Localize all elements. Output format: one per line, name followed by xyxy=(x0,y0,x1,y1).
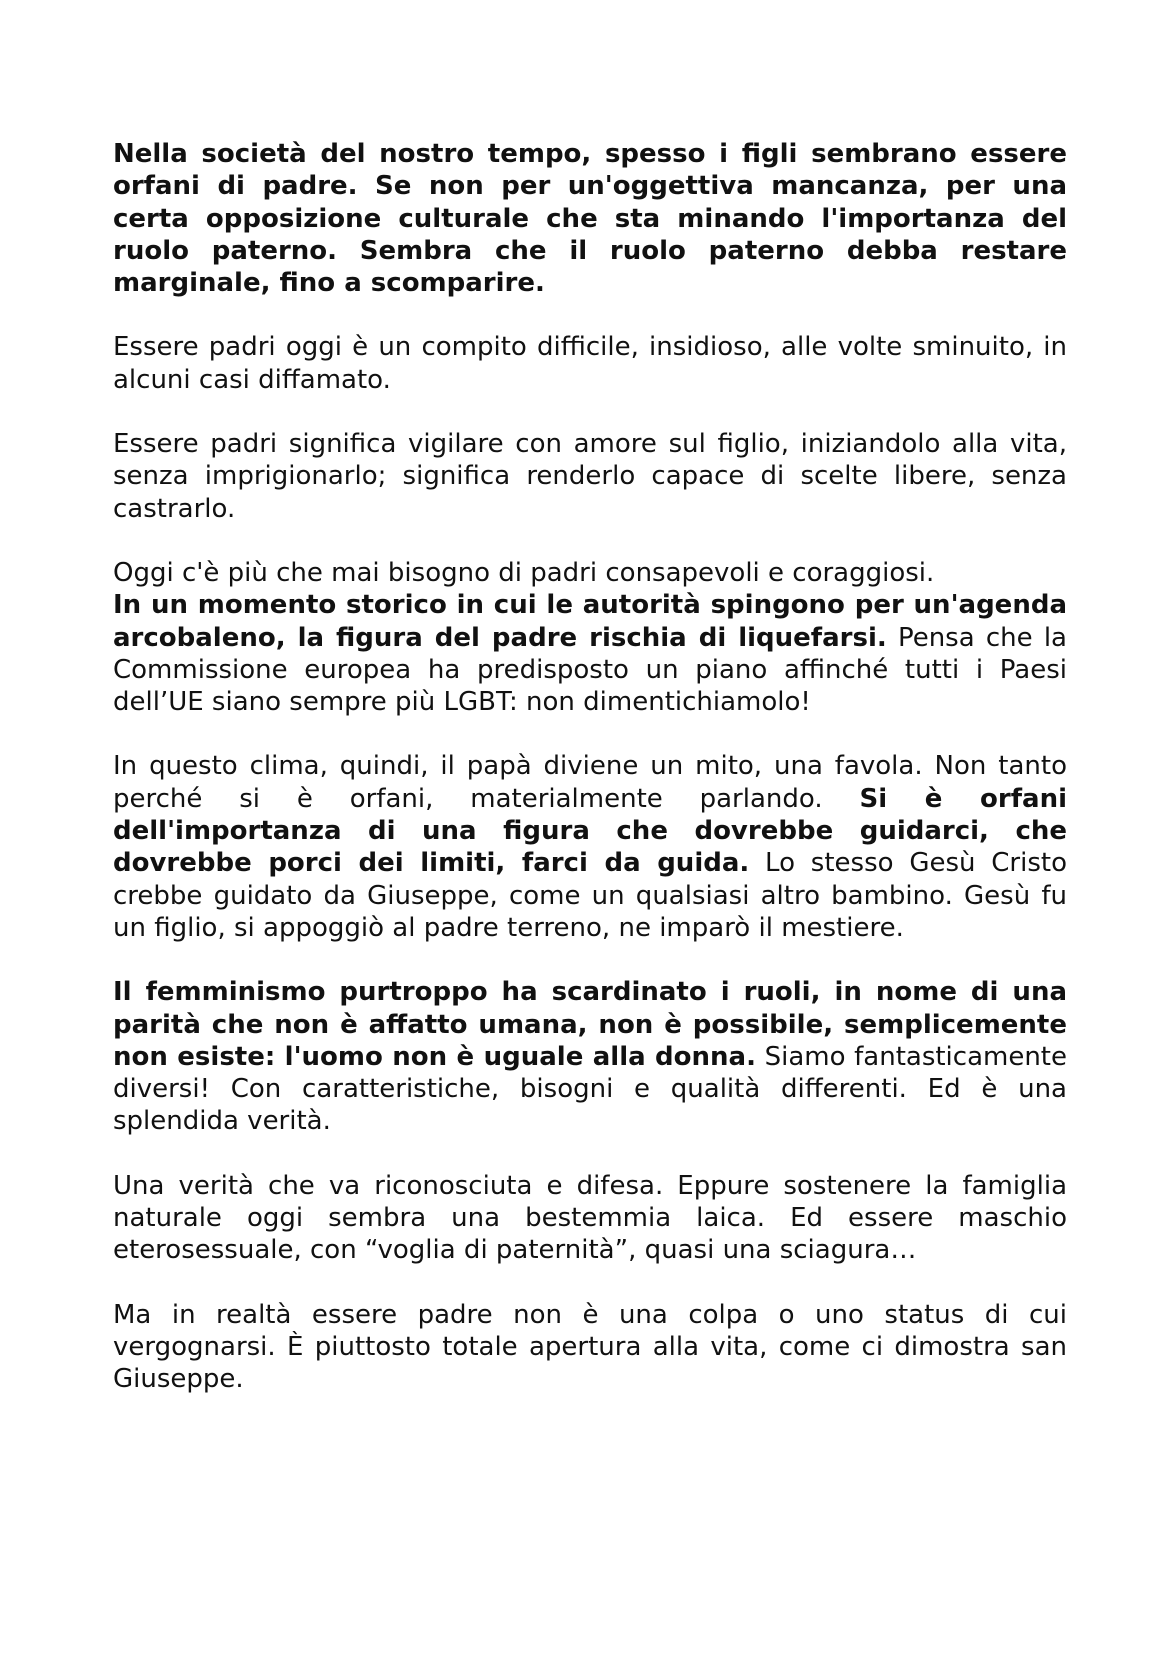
body-text: Pensa che la Commissione europea ha predisposto un piano affinché tutti i Paesi dell’UE siano sempre più LGBT: non dimentichiamolo! xyxy=(113,622,1067,718)
body-text: Essere padri significa vigilare con amore sul figlio, iniziandolo alla vita, senza imprigionarlo; significa renderlo capace di scelte libere, senza castrarlo. xyxy=(113,429,1067,524)
document-body xyxy=(113,138,1067,1396)
bold-text: Si è orfani dell'importanza di una figura che dovrebbe guidarci, che dovrebbe porci dei limiti, farci da guida. xyxy=(113,783,1067,879)
paragraph-8 xyxy=(113,1170,1067,1267)
paragraph-4 xyxy=(113,557,1067,589)
paragraph-7 xyxy=(113,976,1067,1137)
bold-text: In un momento storico in cui le autorità spingono per un'agenda arcobaleno, la figura del padre rischia di liquefarsi. xyxy=(113,590,1067,653)
paragraph-6 xyxy=(113,750,1067,944)
bold-text: Nella società del nostro tempo, spesso i figli sembrano essere orfani di padre. Se non per un'oggettiva mancanza, per una certa opposizione culturale che sta minando l'importanza del ruolo paterno. Sembra che il ruolo paterno debba restare marginale, fino a scomparire. xyxy=(113,139,1067,299)
bold-text: Il femminismo purtroppo ha scardinato i ruoli, in nome di una parità che non è affatto umana, non è possibile, semplicemente non esiste: l'uomo non è uguale alla donna. xyxy=(113,977,1067,1072)
body-text: Essere padri oggi è un compito difficile, insidioso, alle volte sminuito, in alcuni casi diffamato. xyxy=(113,332,1067,395)
paragraph-2 xyxy=(113,331,1067,396)
paragraph-3 xyxy=(113,428,1067,525)
body-text: Una verità che va riconosciuta e difesa. Eppure sostenere la famiglia naturale oggi sembra una bestemmia laica. Ed essere maschio eterosessuale, con “voglia di paternità”, quasi una sciagura… xyxy=(113,1170,1067,1266)
paragraph-9 xyxy=(113,1299,1067,1396)
body-text: Ma in realtà essere padre non è una colpa o uno status di cui vergognarsi. È piuttosto totale apertura alla vita, come ci dimostra san Giuseppe. xyxy=(113,1299,1067,1395)
body-text: Siamo fantasticamente diversi! Con caratteristiche, bisogni e qualità differenti. Ed è una splendida verità. xyxy=(113,1041,1067,1137)
paragraph-5 xyxy=(113,589,1067,718)
body-text: Lo stesso Gesù Cristo crebbe guidato da Giuseppe, come un qualsiasi altro bambino. Gesù fu un figlio, si appoggiò al padre terreno, ne imparò il mestiere. xyxy=(113,848,1067,943)
body-text: In questo clima, quindi, il papà diviene un mito, una favola. Non tanto perché si è orfani, materialmente parlando. xyxy=(113,751,1067,814)
body-text: Oggi c'è più che mai bisogno di padri consapevoli e coraggiosi. xyxy=(113,557,935,588)
paragraph-1 xyxy=(113,138,1067,299)
